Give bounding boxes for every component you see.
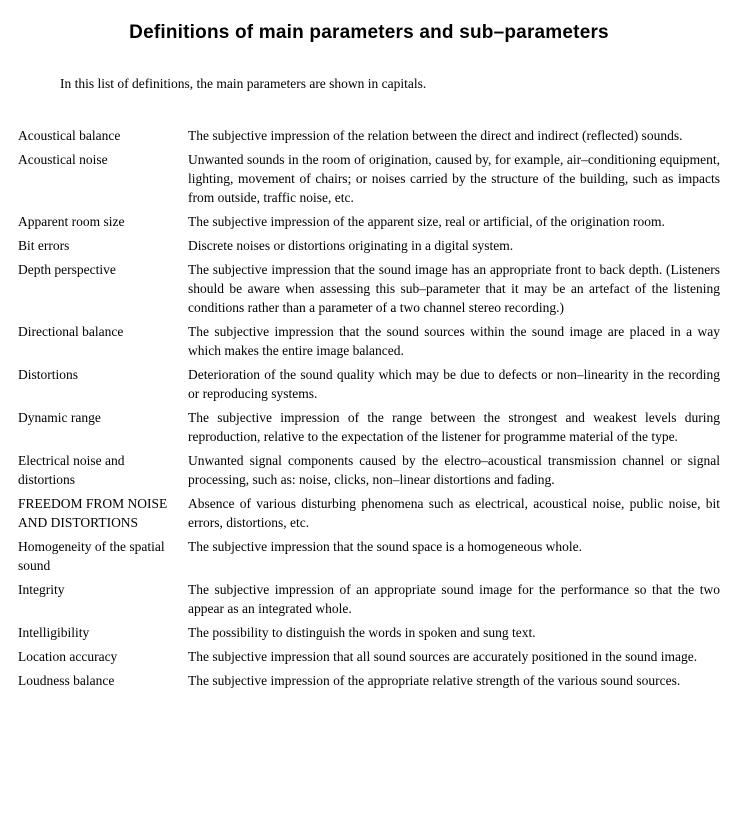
term-label: Acoustical balance — [18, 127, 121, 143]
definition-row — [18, 408, 720, 446]
document-page — [0, 13, 738, 817]
definition-text: The subjective impression of the appropriate relative strength of the various sound sources. — [188, 672, 681, 688]
definition-row — [18, 322, 720, 360]
definition-text: The subjective impression that the sound sources within the sound image are placed in a way which makes the entire image balanced. — [188, 323, 720, 358]
definition-row — [18, 150, 720, 207]
page-title: Definitions of main parameters and sub–parameters — [129, 21, 609, 43]
intro-text: In this list of definitions, the main parameters are shown in capitals. — [60, 75, 427, 91]
definition-row — [18, 671, 720, 690]
definition-text: The subjective impression that all sound sources are accurately positioned in the sound image. — [188, 648, 698, 664]
definition-row — [18, 236, 720, 255]
definition-row — [18, 494, 720, 532]
definition-text: The subjective impression that the sound image has an appropriate front to back depth. (Listeners should be aware when assessing this sub–parameter that it may be an artefact of the listening conditions rather than a parameter of a two channel stereo recording.) — [188, 261, 720, 315]
definition-text: The possibility to distinguish the words in spoken and sung text. — [188, 624, 536, 640]
term-label: Directional balance — [18, 323, 124, 339]
term-label: Loudness balance — [18, 672, 115, 688]
definition-text: Unwanted sounds in the room of origination, caused by, for example, air–conditioning equipment, lighting, movement of chairs; or noises carried by the structure of the building, such as impacts from outside, traffic noise, etc. — [188, 151, 720, 205]
term-label: Bit errors — [18, 237, 70, 253]
definition-text: Absence of various disturbing phenomena such as electrical, acoustical noise, public noise, bit errors, distortions, etc. — [188, 495, 720, 530]
definition-row — [18, 647, 720, 666]
term-label: Intelligibility — [18, 624, 90, 640]
definition-row — [18, 537, 720, 575]
definition-text: The subjective impression of the apparent size, real or artificial, of the origination room. — [188, 213, 665, 229]
definition-row — [18, 623, 720, 642]
definition-row — [18, 126, 720, 145]
definition-text: Discrete noises or distortions originating in a digital system. — [188, 237, 514, 253]
definition-row — [18, 260, 720, 317]
term-label: Apparent room size — [18, 213, 125, 229]
term-label: Integrity — [18, 581, 65, 597]
definition-row — [18, 212, 720, 231]
term-label: Distortions — [18, 366, 79, 382]
definition-text: The subjective impression that the sound space is a homogeneous whole. — [188, 538, 583, 554]
term-label: Acoustical noise — [18, 151, 108, 167]
definition-row — [18, 580, 720, 618]
definition-text: Unwanted signal components caused by the electro–acoustical transmission channel or signal processing, such as: noise, clicks, non–linear distortions and fading. — [188, 452, 720, 487]
definition-text: The subjective impression of an appropriate sound image for the performance so that the two appear as an integrated whole. — [188, 581, 720, 616]
term-label: Electrical noise and distortions — [18, 452, 125, 487]
term-label: Location accuracy — [18, 648, 118, 664]
term-label: FREEDOM FROM NOISE AND DISTORTIONS — [18, 495, 168, 530]
definition-text: Deterioration of the sound quality which may be due to defects or non–linearity in the recording or reproducing systems. — [188, 366, 720, 401]
definition-text: The subjective impression of the relation between the direct and indirect (reflected) sounds. — [188, 127, 683, 143]
definition-text: The subjective impression of the range between the strongest and weakest levels during reproduction, relative to the expectation of the listener for programme material of the type. — [188, 409, 720, 444]
definition-row — [18, 451, 720, 489]
term-label: Dynamic range — [18, 409, 101, 425]
term-label: Homogeneity of the spatial sound — [18, 538, 165, 573]
definition-row — [18, 365, 720, 403]
term-label: Depth perspective — [18, 261, 116, 277]
definitions-list — [18, 126, 720, 690]
